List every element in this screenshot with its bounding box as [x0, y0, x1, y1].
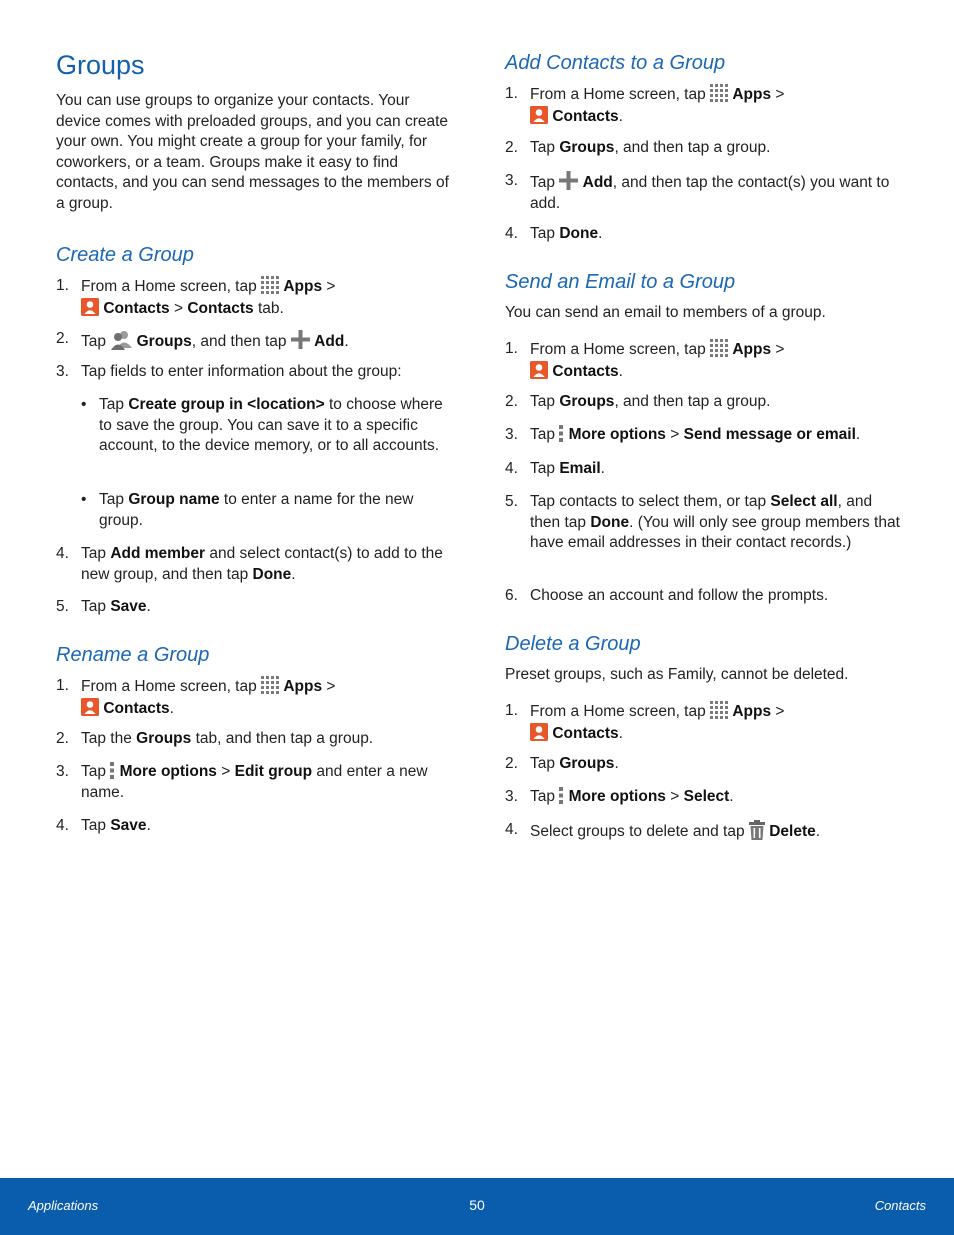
- delete-group-intro: Preset groups, such as Family, cannot be deleted.: [505, 666, 849, 683]
- delete-icon: [749, 820, 765, 840]
- add-contacts-heading: Add Contacts to a Group: [505, 52, 726, 74]
- page-footer: [0, 1178, 954, 1235]
- email-step-2: 2. Tap Groups, and then tap a group.: [505, 393, 771, 410]
- create-step-5: 5. Tap Save.: [56, 598, 151, 615]
- email-step-6: 6. Choose an account and follow the prompts.: [505, 587, 829, 604]
- send-email-heading: Send an Email to a Group: [505, 271, 736, 293]
- rename-step-2: 2. Tap the Groups tab, and then tap a group.: [56, 730, 374, 747]
- create-step-3: 3. Tap fields to enter information about the group:: [56, 363, 402, 380]
- add-icon: [291, 330, 310, 349]
- apps-grid-icon: [710, 701, 728, 719]
- delete-step-1: 1. From a Home screen, tap Apps > Contacts.: [505, 702, 785, 742]
- create-bullet-1: • Tap Create group in <location> to choose where to save the group. You can save it to a specific account, to the device memory, or to all accounts.: [81, 396, 443, 455]
- email-step-1: 1. From a Home screen, tap Apps > Contacts.: [505, 340, 785, 380]
- create-step-1: 1. From a Home screen, tap Apps > Contacts > Contacts tab.: [56, 277, 336, 317]
- rename-group-heading: Rename a Group: [56, 644, 210, 666]
- email-step-4: 4. Tap Email.: [505, 460, 605, 477]
- apps-grid-icon: [710, 84, 728, 102]
- groups-icon: [110, 329, 132, 351]
- apps-grid-icon: [261, 676, 279, 694]
- delete-step-3: 3. Tap More options > Select.: [505, 788, 734, 805]
- page-number: 50: [469, 1197, 485, 1213]
- email-step-5: 5. Tap contacts to select them, or tap Select all, and then tap Done. (You will only see group members that have email addresses in their contact records.): [505, 493, 900, 552]
- contacts-icon: [530, 723, 548, 741]
- rename-step-1: 1. From a Home screen, tap Apps > Contacts.: [56, 677, 336, 717]
- contacts-icon: [530, 361, 548, 379]
- contacts-icon: [81, 298, 99, 316]
- add-step-3: 3. Tap Add, and then tap the contact(s) you want to add.: [505, 172, 890, 212]
- apps-grid-icon: [710, 339, 728, 357]
- contacts-icon: [530, 106, 548, 124]
- create-step-4: 4. Tap Add member and select contact(s) to add to the new group, and then tap Done.: [56, 545, 443, 583]
- footer-section-label: Applications: [28, 1198, 99, 1213]
- page-title: Groups: [56, 50, 145, 80]
- rename-step-3: 3. Tap More options > Edit group and enter a new name.: [56, 763, 428, 801]
- email-step-3: 3. Tap More options > Send message or email.: [505, 426, 861, 443]
- add-step-4: 4. Tap Done.: [505, 225, 603, 242]
- footer-chapter-label: Contacts: [874, 1198, 926, 1213]
- delete-step-2: 2. Tap Groups.: [505, 755, 619, 772]
- more-options-icon: [559, 787, 564, 804]
- apps-grid-icon: [261, 276, 279, 294]
- delete-step-4: 4. Select groups to delete and tap Delete.: [505, 821, 821, 840]
- more-options-icon: [559, 425, 564, 442]
- contacts-icon: [81, 698, 99, 716]
- intro-paragraph: You can use groups to organize your contacts. Your device comes with preloaded groups, and you can create your own. You might create a group for your family, for coworkers, or a team. Groups make it easy to find contacts, and you can send messages to the members of a group.: [56, 92, 449, 212]
- add-icon: [559, 171, 578, 190]
- delete-group-heading: Delete a Group: [505, 633, 641, 655]
- create-bullet-2: • Tap Group name to enter a name for the new group.: [81, 491, 414, 529]
- rename-step-4: 4. Tap Save.: [56, 817, 151, 834]
- more-options-icon: [110, 762, 115, 779]
- add-step-1: 1. From a Home screen, tap Apps > Contacts.: [505, 85, 785, 125]
- send-email-intro: You can send an email to members of a group.: [505, 304, 826, 321]
- create-group-heading: Create a Group: [56, 244, 194, 266]
- add-step-2: 2. Tap Groups, and then tap a group.: [505, 139, 771, 156]
- create-step-2: 2. Tap Groups, and then tap Add.: [56, 330, 349, 350]
